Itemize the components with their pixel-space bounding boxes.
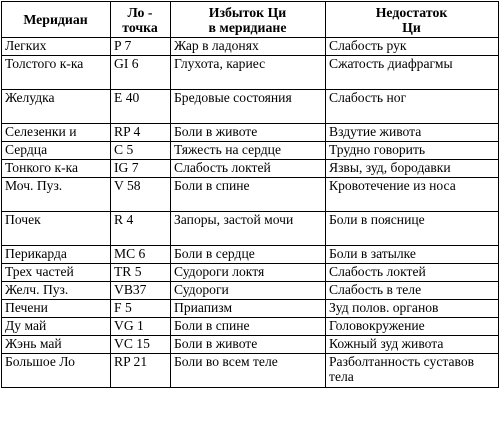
cell-deficit: Слабость рук: [326, 38, 499, 56]
cell-excess: Запоры, застой мочи: [171, 212, 326, 246]
cell-deficit: Трудно говорить: [326, 142, 499, 160]
cell-meridian: Селезенки и: [2, 124, 111, 142]
cell-excess: Боли в спине: [171, 178, 326, 212]
cell-point: V 58: [111, 178, 171, 212]
header-excess-line2: в меридиане: [208, 19, 287, 35]
header-excess: [171, 2, 326, 38]
cell-meridian: Легких: [2, 38, 111, 56]
cell-deficit: Слабость локтей: [326, 264, 499, 282]
cell-meridian: Печени: [2, 300, 111, 318]
cell-meridian: Толстого к-ка: [2, 56, 111, 90]
cell-meridian: Почек: [2, 212, 111, 246]
cell-deficit: Кровотечение из носа: [326, 178, 499, 212]
table-row: [2, 142, 499, 160]
table-row: [2, 38, 499, 56]
cell-excess: Боли в спине: [171, 318, 326, 336]
table-row: [2, 318, 499, 336]
cell-deficit: Вздутие живота: [326, 124, 499, 142]
cell-point: IG 7: [111, 160, 171, 178]
table-row: [2, 124, 499, 142]
cell-meridian: Желудка: [2, 90, 111, 124]
cell-excess: Бредовые состояния: [171, 90, 326, 124]
cell-point: C 5: [111, 142, 171, 160]
cell-deficit: Кожный зуд живота: [326, 336, 499, 354]
cell-excess: Слабость локтей: [171, 160, 326, 178]
cell-excess: Боли в сердце: [171, 246, 326, 264]
header-deficit: [326, 2, 499, 38]
table-row: [2, 246, 499, 264]
cell-deficit: Головокружение: [326, 318, 499, 336]
cell-point: MC 6: [111, 246, 171, 264]
cell-meridian: Желч. Пуз.: [2, 282, 111, 300]
table-row: [2, 90, 499, 124]
table-row: [2, 354, 499, 388]
cell-point: RP 4: [111, 124, 171, 142]
header-deficit-line2: Ци: [402, 19, 421, 35]
cell-excess: Жар в ладонях: [171, 38, 326, 56]
cell-meridian: Моч. Пуз.: [2, 178, 111, 212]
cell-deficit: Слабость в теле: [326, 282, 499, 300]
header-excess-line1: Избыток Ци: [208, 4, 287, 20]
cell-excess: Приапизм: [171, 300, 326, 318]
cell-meridian: Перикарда: [2, 246, 111, 264]
table-row: [2, 212, 499, 246]
cell-excess: Боли в животе: [171, 336, 326, 354]
cell-point: F 5: [111, 300, 171, 318]
cell-excess: Глухота, кариес: [171, 56, 326, 90]
header-point-line1: Ло -: [127, 4, 153, 20]
cell-meridian: Большое Ло: [2, 354, 111, 388]
cell-deficit: Слабость ног: [326, 90, 499, 124]
cell-point: E 40: [111, 90, 171, 124]
cell-point: TR 5: [111, 264, 171, 282]
cell-point: VB37: [111, 282, 171, 300]
cell-point: VC 15: [111, 336, 171, 354]
cell-deficit: Боли в затылке: [326, 246, 499, 264]
header-point: [111, 2, 171, 38]
cell-deficit: Боли в пояснице: [326, 212, 499, 246]
cell-deficit: Язвы, зуд, бородавки: [326, 160, 499, 178]
header-meridian: [2, 2, 111, 38]
header-meridian-label: Меридиан: [23, 12, 88, 27]
cell-point: R 4: [111, 212, 171, 246]
table-row: [2, 160, 499, 178]
cell-meridian: Ду май: [2, 318, 111, 336]
cell-deficit: Зуд полов. органов: [326, 300, 499, 318]
meridian-table: [1, 1, 499, 388]
table-row: [2, 300, 499, 318]
cell-point: VG 1: [111, 318, 171, 336]
table-row: [2, 178, 499, 212]
cell-point: RP 21: [111, 354, 171, 388]
cell-point: P 7: [111, 38, 171, 56]
cell-excess: Судороги: [171, 282, 326, 300]
cell-meridian: Сердца: [2, 142, 111, 160]
table-row: [2, 336, 499, 354]
cell-excess: Судороги локтя: [171, 264, 326, 282]
cell-meridian: Тонкого к-ка: [2, 160, 111, 178]
cell-excess: Боли во всем теле: [171, 354, 326, 388]
header-deficit-line1: Недостаток: [375, 4, 448, 20]
table-row: [2, 56, 499, 90]
cell-point: GI 6: [111, 56, 171, 90]
cell-deficit: Разболтанность суставов тела: [326, 354, 499, 388]
cell-meridian: Жэнь май: [2, 336, 111, 354]
cell-meridian: Трех частей: [2, 264, 111, 282]
cell-excess: Тяжесть на сердце: [171, 142, 326, 160]
table-row: [2, 264, 499, 282]
cell-excess: Боли в животе: [171, 124, 326, 142]
table-row: [2, 282, 499, 300]
header-point-line2: точка: [122, 19, 158, 35]
cell-deficit: Сжатость диафрагмы: [326, 56, 499, 90]
header-row: [2, 2, 499, 38]
